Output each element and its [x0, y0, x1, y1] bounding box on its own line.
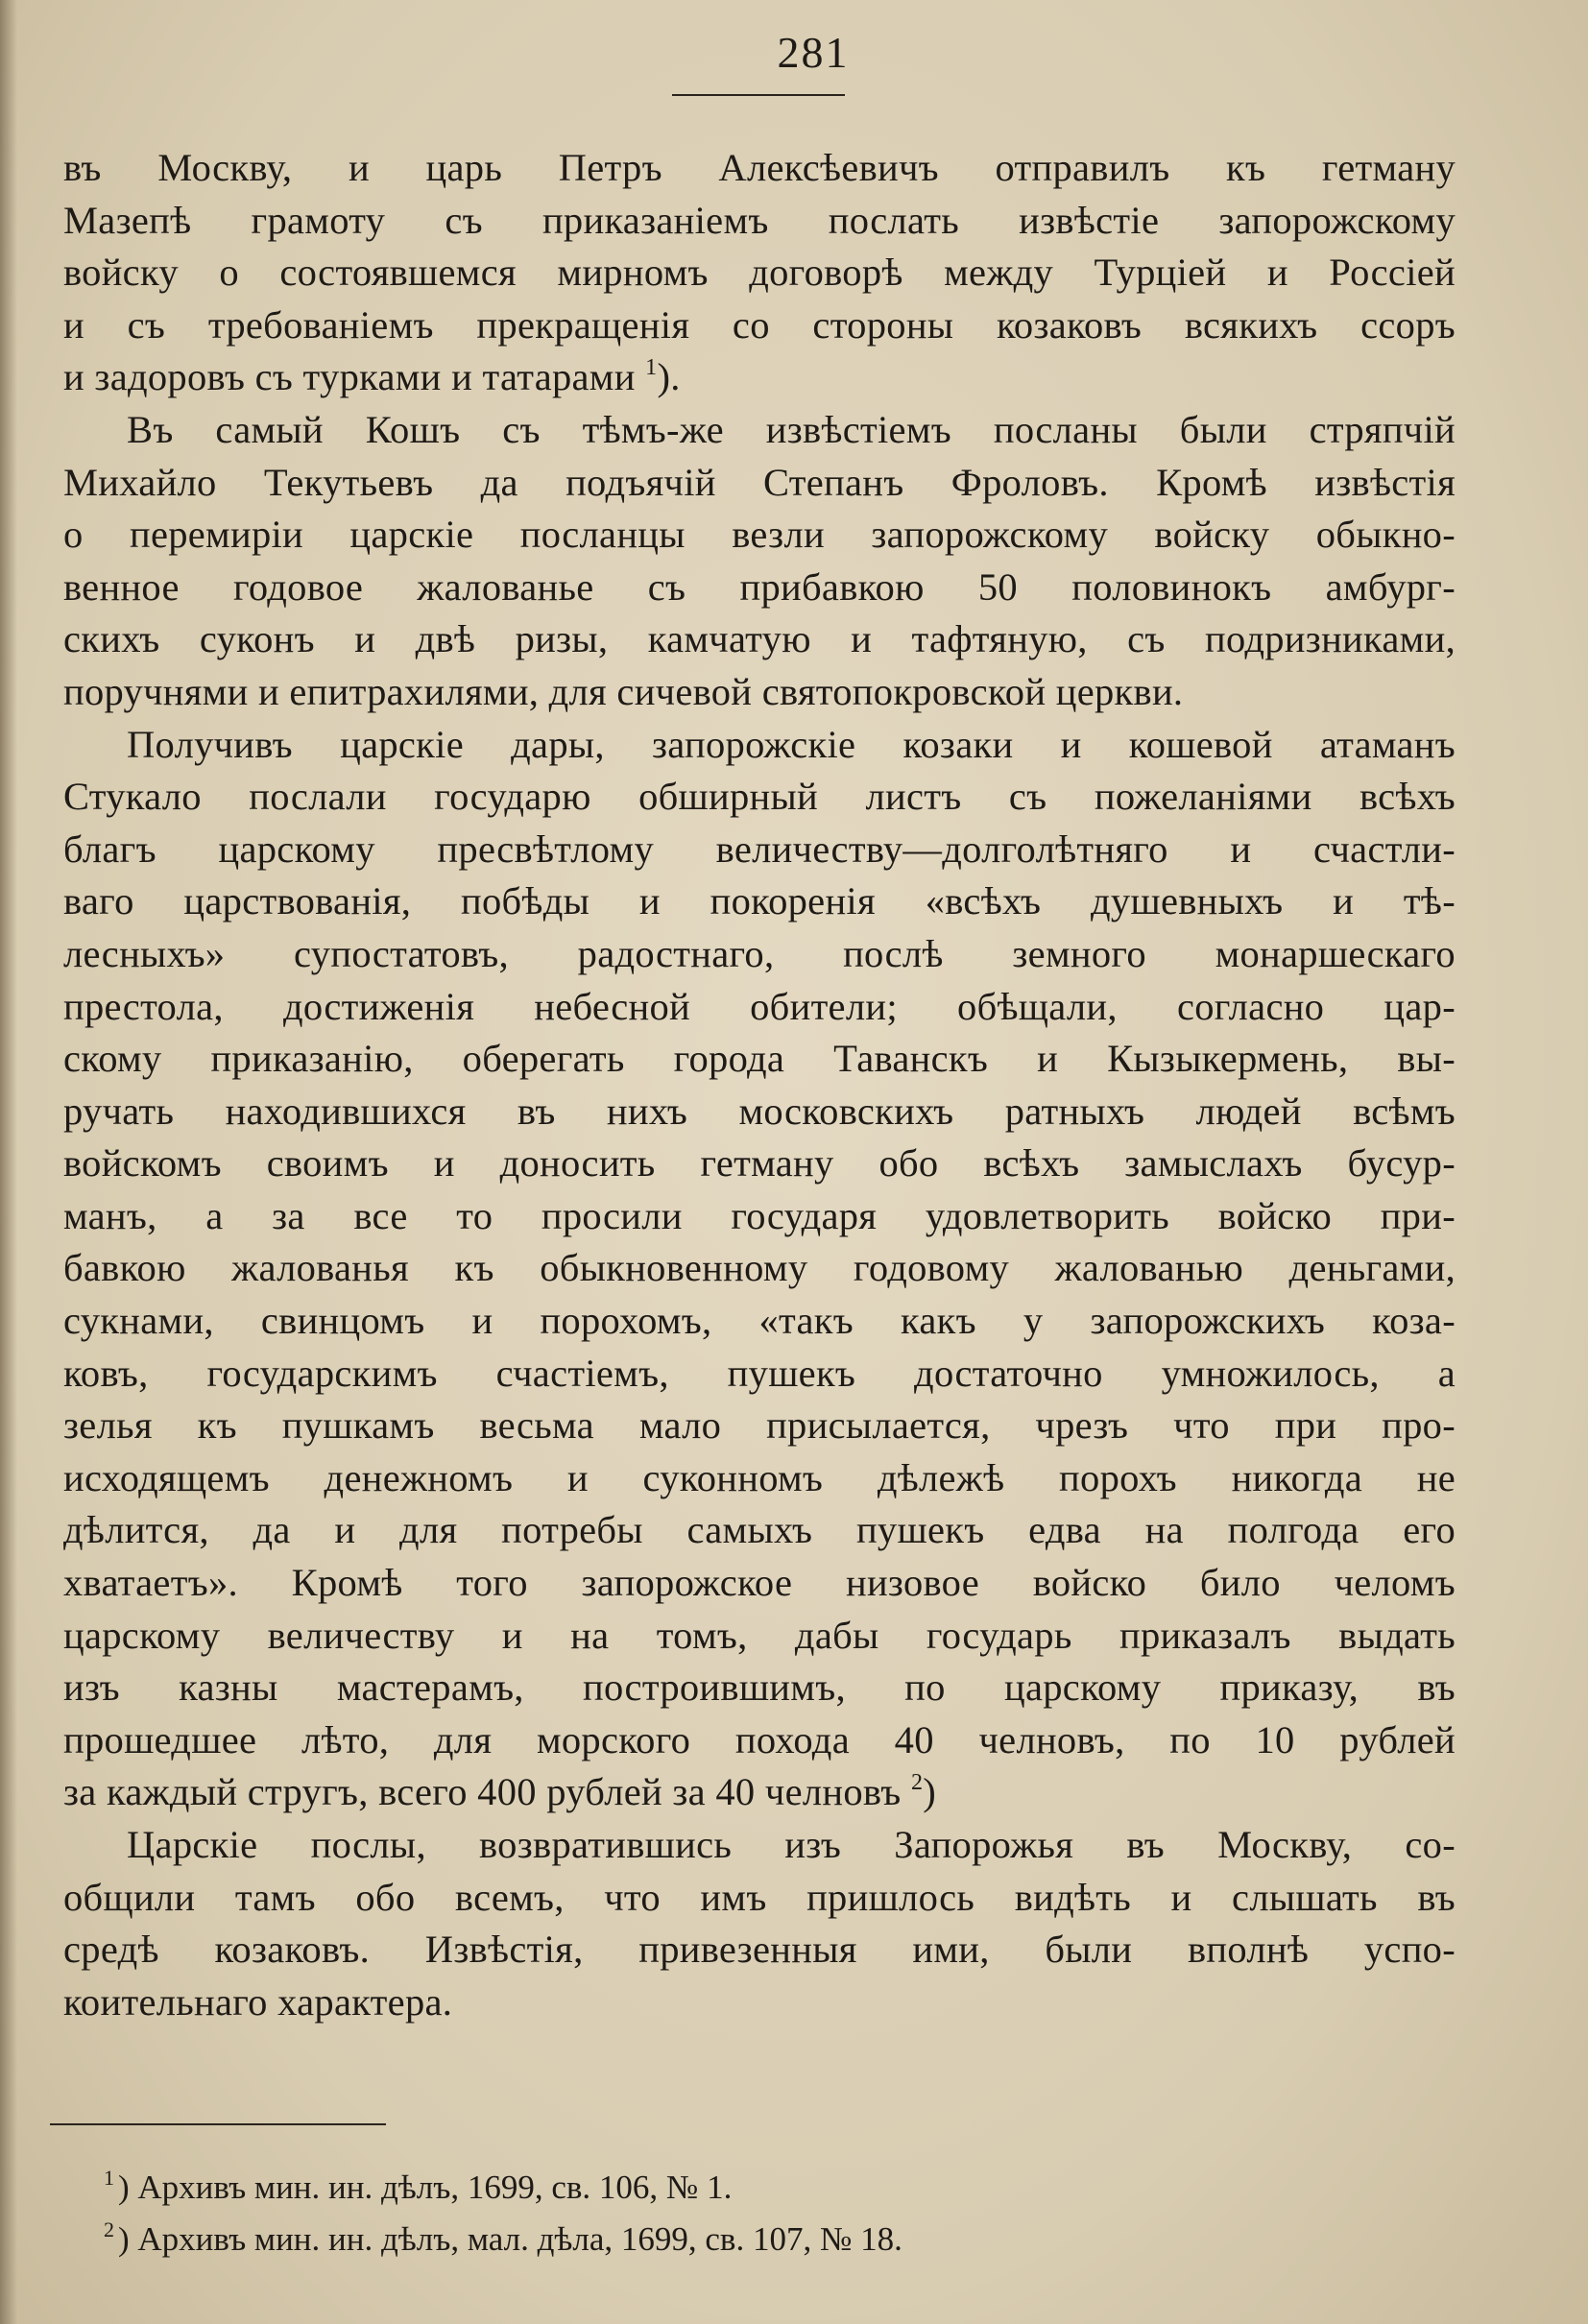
- footnote: [104, 2162, 1256, 2214]
- paragraph: [63, 404, 1456, 719]
- text-line: средѣ козаковъ. Извѣстія, привезенныя ими, были вполнѣ успо-: [63, 1928, 1456, 1972]
- paragraph: [63, 719, 1456, 1819]
- text-line: дѣлится, да и для потребы самыхъ пушекъ едва на полгода его: [63, 1508, 1456, 1552]
- text-line: манъ, а за все то просили государя удовлетворить войско при-: [63, 1193, 1456, 1237]
- header-rule: [672, 94, 845, 96]
- paragraph: [63, 1819, 1456, 2028]
- text-line: зелья къ пушкамъ весьма мало присылается, чрезъ что при про-: [63, 1403, 1456, 1448]
- text-line: изъ казны мастерамъ, построившимъ, по царскому приказу, въ: [63, 1665, 1456, 1710]
- text-line: общили тамъ обо всемъ, что имъ пришлось видѣть и слышать въ: [63, 1875, 1456, 1919]
- body-text: [63, 142, 1456, 2028]
- text-line: скихъ суконъ и двѣ ризы, камчатую и тафтяную, съ подризниками,: [63, 617, 1456, 661]
- text-line: поручнями и епитрахилями, для сичевой святопокровской церкви.: [63, 669, 1184, 713]
- text-line: коительнаго характера.: [63, 1979, 453, 2024]
- text-line: лесныхъ» супостатовъ, радостнаго, послѣ земного монаршескаго: [63, 931, 1456, 975]
- footnote-ref: 1: [645, 355, 658, 381]
- text-line: Стукало послали государю обширный листъ съ пожеланіями всѣхъ: [63, 775, 1456, 819]
- footnote-mark: 2: [104, 2217, 114, 2241]
- page-number: 281: [777, 28, 850, 77]
- paragraph: [63, 142, 1456, 404]
- text-line: венное годовое жалованье съ прибавкою 50 половинокъ амбург-: [63, 564, 1456, 609]
- text-line: престола, достиженія небесной обители; обѣщали, согласно цар-: [63, 984, 1456, 1028]
- text-line: войскомъ своимъ и доносить гетману обо всѣхъ замыслахъ бусур-: [63, 1141, 1456, 1186]
- text-line: Царскіе послы, возвратившись изъ Запорожья въ Москву, со-: [127, 1823, 1456, 1866]
- text-line: ковъ, государскимъ счастіемъ, пушекъ достаточно умножилось, а: [63, 1351, 1456, 1395]
- footnote-text: ) Архивъ мин. ин. дѣлъ, мал. дѣла, 1699, св. 107, № 18.: [118, 2220, 902, 2258]
- text-line: за каждый стругъ, всего 400 рублей за 40 челновъ $^2$): [63, 1770, 937, 1814]
- text-line: ваго царствованія, побѣды и покоренія «всѣхъ душевныхъ и тѣ-: [63, 879, 1456, 923]
- text-line: Мазепѣ грамоту съ приказаніемъ послать извѣстіе запорожскому: [63, 198, 1456, 242]
- footnote-rule: [50, 2123, 386, 2125]
- text-line: о перемиріи царскіе посланцы везли запорожскому войску обыкно-: [63, 513, 1456, 557]
- binding-shadow: [0, 0, 17, 2324]
- text-line: Михайло Текутьевъ да подъячій Степанъ Фроловъ. Кромѣ извѣстія: [63, 460, 1456, 504]
- text-line: сукнами, свинцомъ и порохомъ, «такъ какъ у запорожскихъ коза-: [63, 1299, 1456, 1343]
- text-line: и задоровъ съ турками и татарами $^1$).: [63, 355, 681, 399]
- text-line: ручать находившихся въ нихъ московскихъ ратныхъ людей всѣмъ: [63, 1089, 1456, 1133]
- text-line: царскому величеству и на томъ, дабы государь приказалъ выдать: [63, 1613, 1456, 1657]
- text-line: благъ царскому пресвѣтлому величеству—долголѣтняго и счастли-: [63, 827, 1456, 871]
- text-line: скому приказанію, оберегать города Таванскъ и Кызыкермень, вы-: [63, 1037, 1456, 1081]
- text-line: прошедшее лѣто, для морского похода 40 челновъ, по 10 рублей: [63, 1717, 1456, 1761]
- text-line: и съ требованіемъ прекращенія со стороны козаковъ всякихъ ссоръ: [63, 302, 1456, 347]
- footnote-mark: 1: [104, 2166, 114, 2190]
- text-line: войску о состоявшемся мирномъ договорѣ между Турціей и Россіей: [63, 251, 1456, 295]
- footnote-text: ) Архивъ мин. ин. дѣлъ, 1699, св. 106, № 1.: [118, 2168, 733, 2206]
- footnotes: [104, 2162, 1256, 2265]
- text-line: исходящемъ денежномъ и суконномъ дѣлежѣ порохъ никогда не: [63, 1455, 1456, 1499]
- text-line: въ Москву, и царь Петръ Алексѣевичъ отправилъ къ гетману: [63, 146, 1456, 189]
- text-line: хватаетъ». Кромѣ того запорожское низовое войско било челомъ: [63, 1561, 1456, 1605]
- footnote: [104, 2214, 1256, 2265]
- footnote-ref: 2: [910, 1770, 924, 1796]
- text-line: бавкою жалованья къ обыкновенному годовому жалованью деньгами,: [63, 1246, 1456, 1290]
- text-line: Получивъ царскіе дары, запорожскіе козаки и кошевой атаманъ: [127, 722, 1456, 766]
- text-line: Въ самый Кошъ съ тѣмъ-же извѣстіемъ посланы были стряпчій: [127, 407, 1456, 451]
